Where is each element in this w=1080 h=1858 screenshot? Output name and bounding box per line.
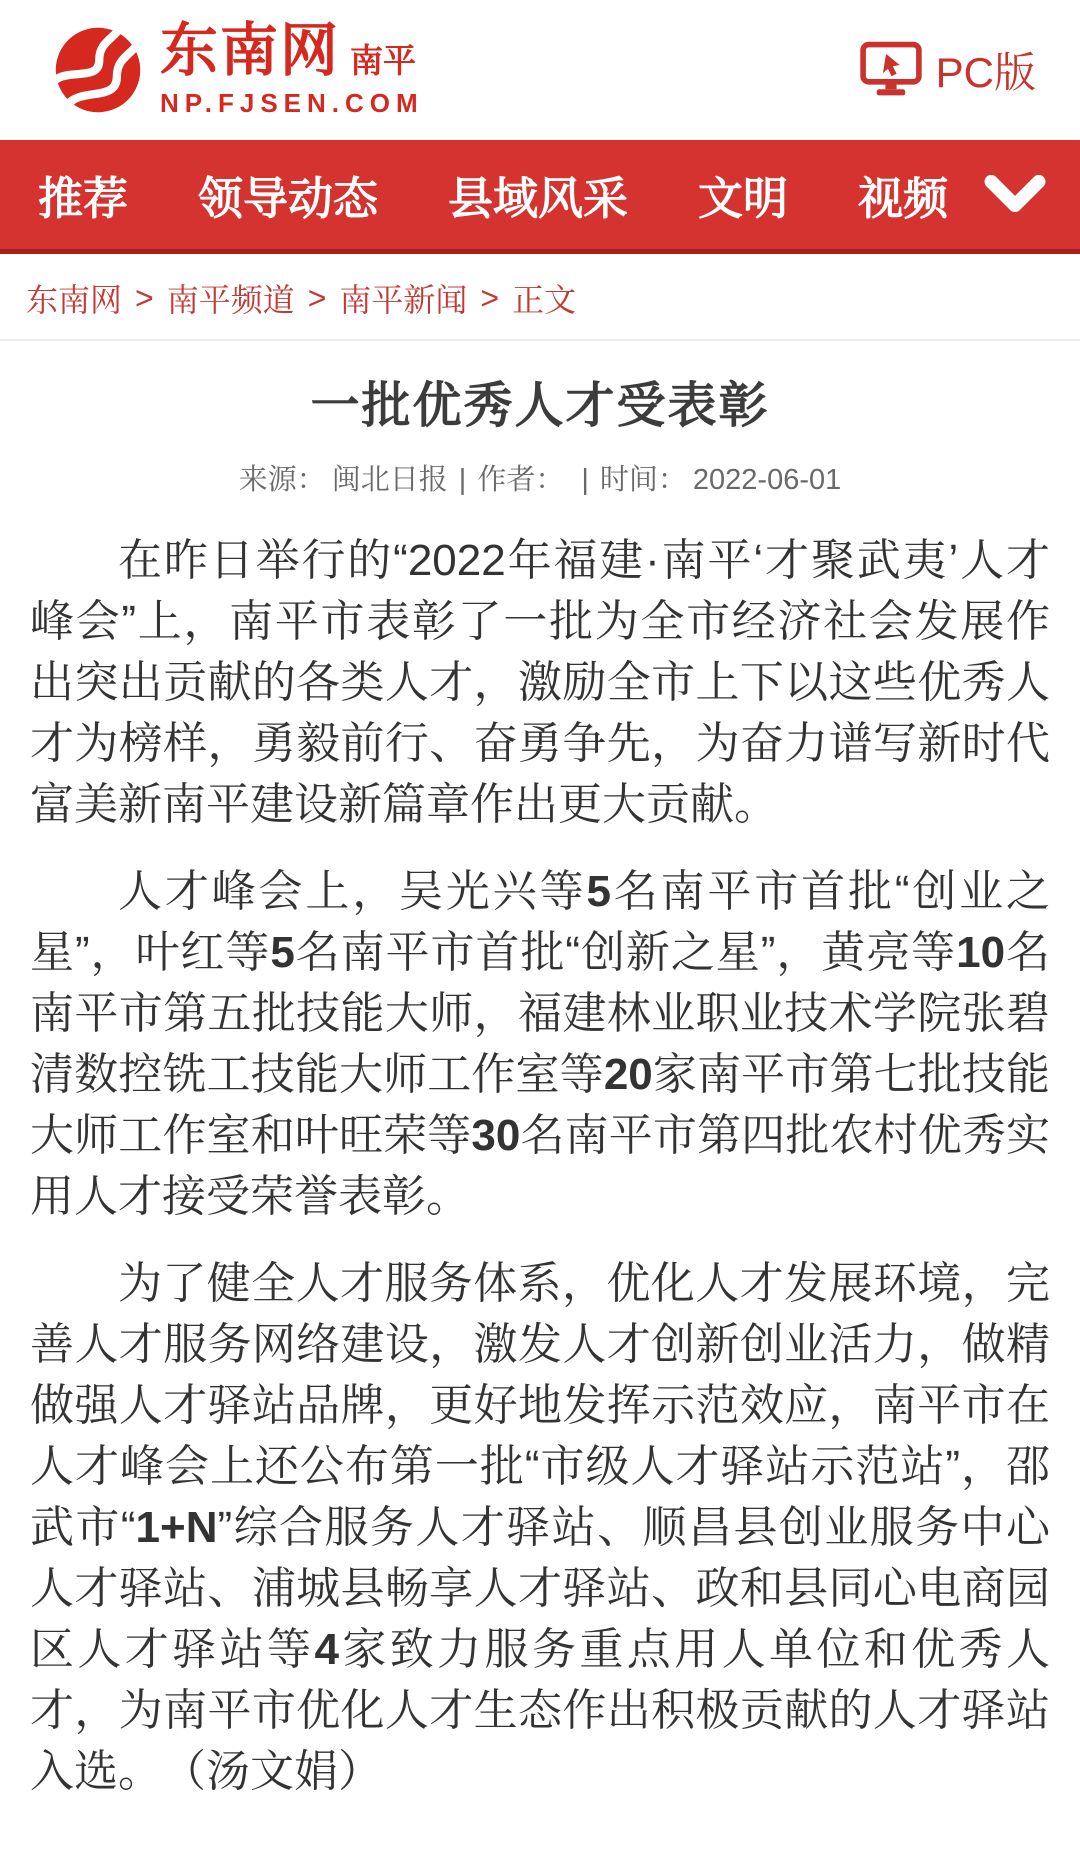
breadcrumb-item[interactable]: 南平新闻 <box>339 282 468 318</box>
breadcrumb-separator: > <box>480 279 500 316</box>
article-meta <box>30 457 1050 498</box>
site-logo[interactable] <box>52 17 424 119</box>
breadcrumb-separator: > <box>135 279 154 316</box>
meta-time-label: 时间： <box>599 464 687 496</box>
article-title: 一批优秀人才受表彰 <box>310 379 770 433</box>
article <box>0 367 1080 1858</box>
meta-separator: | <box>581 464 589 496</box>
site-header <box>0 0 1080 140</box>
breadcrumb-separator: > <box>307 279 327 316</box>
nav-item-xianyu-fengcai[interactable]: 县域风采 <box>448 173 629 224</box>
breadcrumb-item[interactable]: 东南网 <box>26 282 123 318</box>
pc-version-label: PC版 <box>935 49 1036 96</box>
breadcrumb-item: 正文 <box>512 282 577 318</box>
nav-item-tuijian[interactable]: 推荐 <box>38 173 129 224</box>
meta-time: 2022-06-01 <box>692 464 842 496</box>
fjsen-swirl-logo-icon <box>52 24 144 116</box>
meta-source: 闽北日报 <box>331 464 448 496</box>
article-paragraph: 在昨日举行的“2022年福建·南平‘才聚武夷’人才峰会”上，南平市表彰了一批为全市经济社会发展作出突出贡献的各类人才，激励全市上下以这些优秀人才为榜样，勇毅前行、奋勇争先，为奋力谱写新时代富美新南平建设新篇章作出更大贡献。 <box>30 536 1050 829</box>
nav-more-button[interactable] <box>984 175 1046 215</box>
nav-item-lingdao-dongtai[interactable]: 领导动态 <box>198 173 379 224</box>
breadcrumb-item[interactable]: 南平频道 <box>166 282 295 318</box>
site-region: 南平 <box>350 41 417 79</box>
pc-version-button[interactable] <box>860 40 1036 100</box>
nav-items <box>38 162 948 227</box>
meta-source-label: 来源： <box>238 464 326 496</box>
logo-text <box>160 17 424 119</box>
breadcrumb <box>0 254 1080 341</box>
meta-author-label: 作者： <box>477 464 565 496</box>
article-paragraph: 人才峰会上，吴光兴等5名南平市首批“创业之星”，叶红等5名南平市首批“创新之星”，黄亮等10名南平市第五批技能大师，福建林业职业技术学院张碧清数控铣工技能大师工作室等20家南平市第七批技能大师工作室和叶旺荣等30名南平市第四批农村优秀实用人才接受荣誉表彰。 <box>30 867 1051 1221</box>
meta-separator: | <box>458 464 467 496</box>
article-paragraph: 为了健全人才服务体系，优化人才发展环境，完善人才服务网络建设，激发人才创新创业活力，做精做强人才驿站品牌，更好地发挥示范效应，南平市在人才峰会上还公布第一批“市级人才驿站示范站”，邵武市“1+N”综合服务人才驿站、顺昌县创业服务中心人才驿站、浦城县畅享人才驿站、政和县同心电商园区人才驿站等4家致力服务重点用人单位和优秀人才，为南平市优化人才生态作出积极贡献的人才驿站入选。 （汤文娟） <box>30 1259 1051 1796</box>
main-nav <box>0 140 1080 254</box>
monitor-cursor-icon <box>860 41 922 99</box>
chevron-down-icon <box>984 175 1046 215</box>
article-body <box>30 530 1050 1802</box>
nav-item-wenming[interactable]: 文明 <box>698 173 789 224</box>
site-url: NP.FJSEN.COM <box>160 87 424 118</box>
nav-item-shipin[interactable]: 视频 <box>858 173 949 224</box>
site-name: 东南网 <box>160 17 341 83</box>
